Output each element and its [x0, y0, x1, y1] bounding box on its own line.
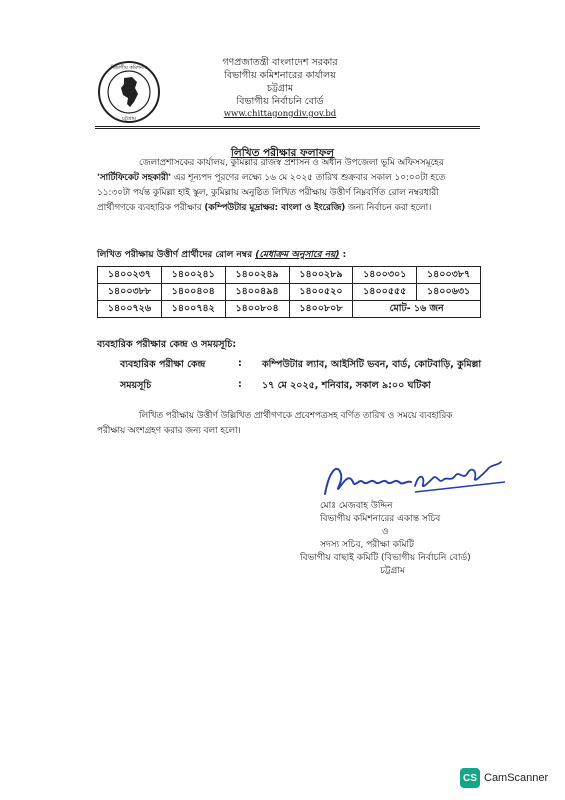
roll-cell: ১৪০০৪০৪: [161, 284, 225, 301]
roll-cell: ১৪০০৮০৪: [225, 301, 289, 318]
center-value: কম্পিউটার ল্যাব, আইসিটি ভবন, বার্ড, কোটবাড়ি, কুমিল্লা: [262, 359, 482, 370]
svg-text:চট্টগ্রাম: চট্টগ্রাম: [122, 116, 136, 122]
roll-cell: ১৪০০৪৯৪: [225, 284, 289, 301]
schedule-value: ১৭ মে ২০২৫, শনিবার, সকাল ৯:০০ ঘটিকা: [262, 380, 431, 391]
schedule-colon: :: [238, 379, 242, 390]
closing-line-1: লিখিত পরীক্ষায় উত্তীর্ণ উল্লিখিত প্রার্থীগণকে প্রবেশপত্রসহ বর্ণিত তারিখ ও সময়ে ব্যবহারিক: [139, 411, 453, 421]
letterhead: [190, 56, 370, 121]
website-link[interactable]: www.chittagongdiv.gov.bd: [223, 109, 337, 119]
total-count-cell: মোট- ১৬ জন: [353, 301, 481, 318]
header-line-4: বিভাগীয় নির্বাচনি বোর্ড: [236, 96, 324, 107]
roll-cell: ১৪০০৫৫৫: [353, 284, 417, 301]
camscanner-label: CamScanner: [484, 772, 549, 784]
roll-cell: ১৪০০৩৮৮: [98, 284, 162, 301]
roll-cell: ১৪০০৭৪২: [161, 301, 225, 318]
signatory-name: মোঃ মেজবাহ উদ্দিন: [320, 501, 393, 511]
header-divider: [95, 126, 480, 127]
intro-line-4b: জন্য নির্বাচন করা হলো।: [345, 203, 432, 213]
header-line-2: বিভাগীয় কমিশনারের কার্যালয়: [224, 70, 336, 81]
intro-line-2: এর শূন্যপদ পূরণের লক্ষ্যে ১৬ মে ২০২৫ তারিখ শুক্রবার সকাল ১০:০০টা হতে: [171, 173, 446, 183]
merit-note: (মেধাক্রম অনুসারে নয়): [255, 250, 340, 260]
header-line-3: চট্টগ্রাম: [266, 83, 294, 94]
roll-cell: ১৪০০৩৮৭: [417, 267, 481, 284]
roll-cell: ১৪০০৭২৬: [98, 301, 162, 318]
designation-2: সদস্য সচিব, পরীক্ষা কমিটি: [320, 540, 414, 550]
table-row: [98, 267, 481, 284]
roll-cell: ১৪০০২৮৯: [289, 267, 353, 284]
roll-cell: ১৪০০৬৩১: [417, 284, 481, 301]
header-divider-2: [95, 128, 480, 129]
camscanner-watermark: [460, 768, 548, 788]
roll-number-table: [97, 266, 481, 318]
center-colon: :: [238, 358, 242, 369]
center-label: ব্যবহারিক পরীক্ষা কেন্দ্র: [120, 359, 206, 370]
signature-block: [292, 500, 502, 578]
intro-paragraph: [97, 156, 477, 216]
page-title: লিখিত পরীক্ষার ফলাফল: [230, 147, 335, 159]
designation-3: বিভাগীয় বাছাই কমিটি (বিভাগীয় নির্বাচনি বোর্ড): [300, 553, 471, 563]
table-row: [98, 301, 481, 318]
roll-cell: ১৪০০৮০৮: [289, 301, 353, 318]
roll-cell: ১৪০০২৪৯: [225, 267, 289, 284]
closing-paragraph: [97, 409, 479, 439]
closing-line-2: পরীক্ষায় অংশগ্রহণ করার জন্য বলা হলো।: [97, 426, 241, 436]
practical-heading: ব্যবহারিক পরীক্ষার কেন্দ্র ও সময়সূচি:: [97, 339, 237, 350]
roll-table-heading: লিখিত পরীক্ষায় উত্তীর্ণ প্রার্থীদের রোল নম্বর (মেধাক্রম অনুসারে নয়) :: [97, 250, 347, 260]
designation-1: বিভাগীয় কমিশনারের একান্ত সচিব: [320, 514, 441, 524]
government-seal-icon: [97, 60, 161, 124]
roll-cell: ১৪০০৩০১: [353, 267, 417, 284]
table-row: [98, 284, 481, 301]
roll-cell: ১৪০০৫২০: [289, 284, 353, 301]
exam-subject: (কম্পিউটার মুদ্রাক্ষর: বাংলা ও ইংরেজি): [204, 203, 346, 213]
intro-line-4a: প্রার্থীগণকে ব্যবহারিক পরীক্ষার: [97, 203, 205, 213]
handwritten-signature: [315, 452, 515, 502]
designation-and: ও: [382, 527, 389, 537]
roll-cell: ১৪০০২৩৭: [98, 267, 162, 284]
intro-line-3: ১১:৩০টা পর্যন্ত কুমিল্লা হাই স্কুল, কুমিল্লায় অনুষ্ঠিত লিখিত পরীক্ষায় উত্তীর্ণ নিম্নবর্ণিত রোল নম্বরধারী: [97, 188, 439, 198]
schedule-label: সময়সূচি: [120, 380, 152, 391]
header-line-1: গণপ্রজাতন্ত্রী বাংলাদেশ সরকার: [222, 57, 338, 68]
intro-line-1: জেলাপ্রশাসকের কার্যালয়, কুমিল্লার রাজস্ব প্রশাসন ও অধীন উপজেলা ভূমি অফিসসমূহের: [139, 158, 444, 168]
post-name: 'সার্টিফিকেট সহকারী': [97, 173, 172, 183]
camscanner-logo-icon: CS: [460, 768, 480, 788]
roll-cell: ১৪০০২৪১: [161, 267, 225, 284]
svg-text:বিভাগীয় কমিশনার: বিভাগীয় কমিশনার: [110, 65, 148, 71]
signatory-place: চট্টগ্রাম: [380, 566, 405, 576]
